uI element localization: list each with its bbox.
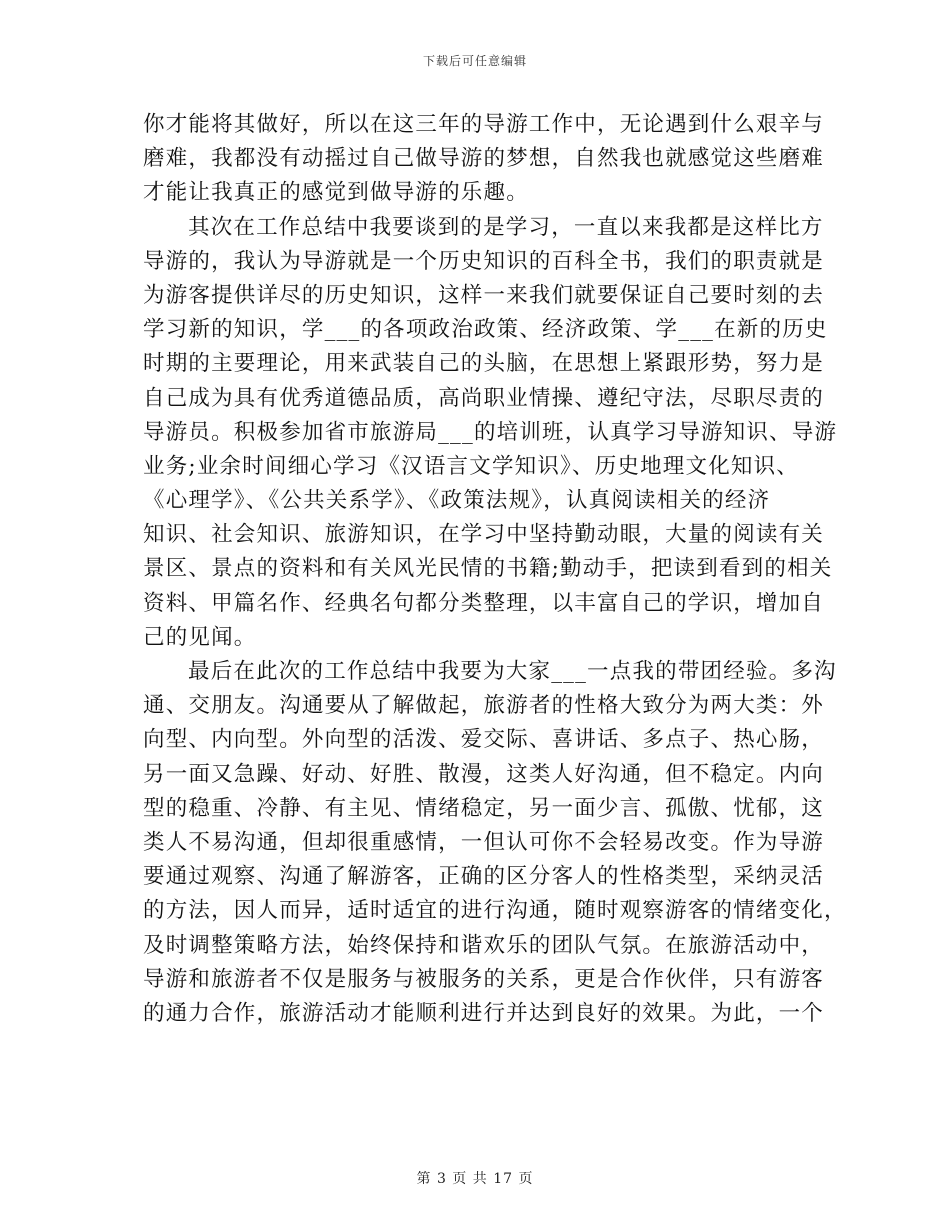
- text-line: 自己成为具有优秀道德品质，高尚职业情操、遵纪守法，尽职尽责的: [143, 385, 825, 411]
- text-line: 导游的，我认为导游就是一个历史知识的百科全书，我们的职责就是: [143, 248, 825, 274]
- text-line: 通、交朋友。沟通要从了解做起，旅游者的性格大致分为两大类：外: [143, 693, 825, 719]
- text-line: 《心理学》、《公共关系学》、《政策法规》，认真阅读相关的经济: [143, 488, 771, 514]
- body-text: [143, 108, 847, 1031]
- text-line: 资料、甲篇名作、经典名句都分类整理，以丰富自己的学识，增加自: [143, 590, 825, 616]
- text-line: 景区、景点的资料和有关风光民情的书籍;勤动手，把读到看到的相关: [143, 556, 833, 582]
- text-line: 另一面又急躁、好动、好胜、散漫，这类人好沟通，但不稳定。内向: [143, 761, 825, 787]
- text-line: 磨难，我都没有动摇过自己做导游的梦想，自然我也就感觉这些磨难: [143, 146, 825, 172]
- text-line: 导游员。积极参加省市旅游局___的培训班，认真学习导游知识、导游: [143, 419, 838, 445]
- text-line: 要通过观察、沟通了解游客，正确的区分客人的性格类型，采纳灵活: [143, 864, 825, 890]
- page-number: 第 3 页 共 17 页: [416, 1171, 534, 1187]
- text-line: 学习新的知识，学___的各项政治政策、经济政策、学___在新的历史: [143, 317, 828, 343]
- text-line: 才能让我真正的感觉到做导游的乐趣。: [143, 180, 529, 206]
- text-line: 及时调整策略方法，始终保持和谐欢乐的团队气氛。在旅游活动中，: [143, 932, 825, 958]
- text-line: 向型、内向型。外向型的活泼、爱交际、喜讲话、多点子、热心肠，: [143, 727, 825, 753]
- paragraph-start-line: 最后在此次的工作总结中我要为大家___一点我的带团经验。多沟: [188, 659, 837, 684]
- text-line: 己的见闻。: [143, 624, 257, 650]
- paragraph-start-line: 其次在工作总结中我要谈到的是学习，一直以来我都是这样比方: [188, 214, 824, 240]
- text-line: 业务;业余时间细心学习《汉语言文学知识》、历史地理文化知识、: [143, 453, 799, 479]
- text-line: 知识、社会知识、旅游知识，在学习中坚持勤动眼，大量的阅读有关: [143, 522, 825, 548]
- text-line: 你才能将其做好，所以在这三年的导游工作中，无论遇到什么艰辛与: [143, 112, 825, 137]
- text-line: 为游客提供详尽的历史知识，这样一来我们就要保证自己要时刻的去: [143, 282, 825, 308]
- header-note: 下载后可任意编辑: [422, 54, 527, 68]
- text-line: 的方法，因人而异，适时适宜的进行沟通，随时观察游客的情绪变化，: [143, 898, 847, 924]
- text-line: 时期的主要理论，用来武装自己的头脑，在思想上紧跟形势，努力是: [143, 351, 825, 377]
- text-line: 的通力合作，旅游活动才能顺利进行并达到良好的效果。为此，一个: [143, 1000, 825, 1026]
- text-line: 类人不易沟通，但却很重感情，一但认可你不会轻易改变。作为导游: [143, 829, 825, 855]
- text-line: 导游和旅游者不仅是服务与被服务的关系，更是合作伙伴，只有游客: [143, 966, 825, 992]
- text-line: 型的稳重、冷静、有主见、情绪稳定，另一面少言、孤傲、忧郁，这: [143, 795, 825, 821]
